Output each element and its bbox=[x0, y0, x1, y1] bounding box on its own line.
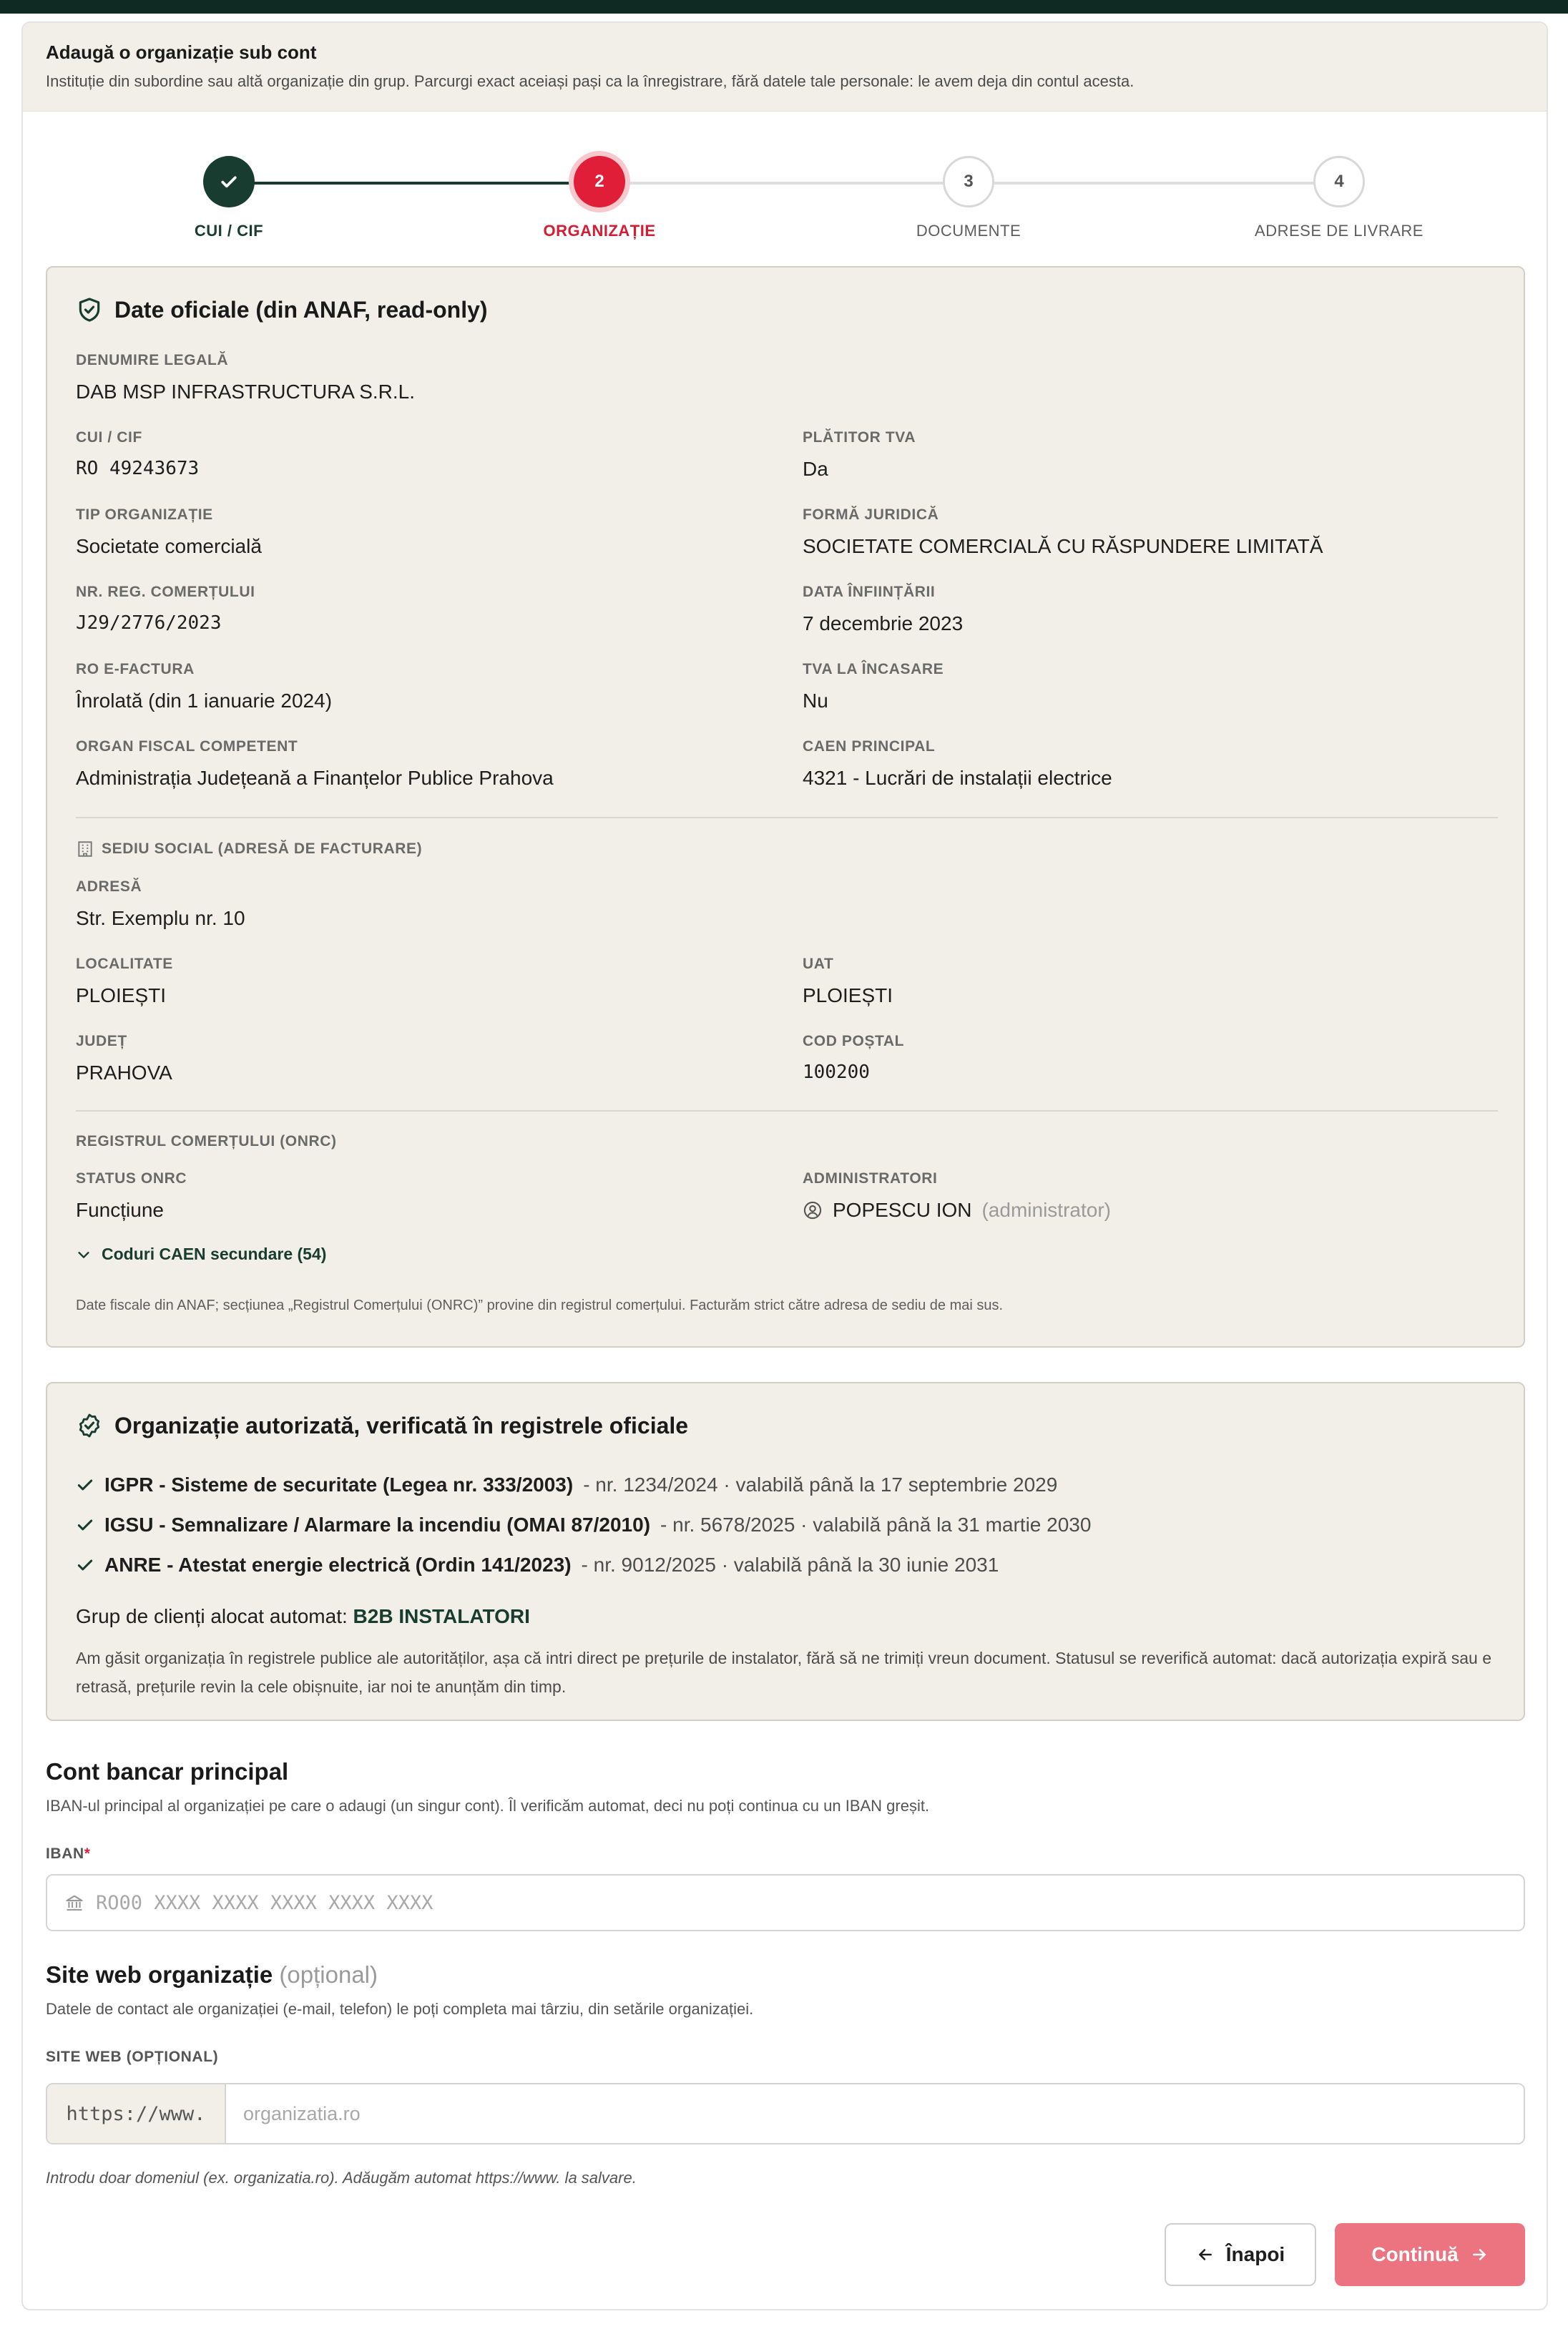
vat-payer-field bbox=[803, 429, 916, 481]
arrow-right-icon bbox=[1470, 2245, 1489, 2264]
admin-role: (administrator) bbox=[981, 1199, 1111, 1221]
continue-button[interactable] bbox=[1335, 2223, 1525, 2286]
check-icon bbox=[76, 1476, 94, 1494]
admins-label: ADMINISTRATORI bbox=[803, 1170, 938, 1187]
stepper bbox=[23, 130, 1548, 245]
caen-secondary-label: Coduri CAEN secundare (54) bbox=[102, 1245, 327, 1263]
website-prefix: https://www. bbox=[47, 2084, 226, 2143]
step-number: 4 bbox=[1313, 156, 1365, 207]
onrc-section-title: REGISTRUL COMERȚULUI (ONRC) bbox=[76, 1133, 337, 1149]
step-organizatie[interactable] bbox=[456, 156, 743, 240]
authorization-name: ANRE - Atestat energie electrică (Ordin 141/2023) bbox=[104, 1554, 572, 1576]
authorized-title bbox=[76, 1412, 688, 1439]
authorization-item bbox=[76, 1474, 1057, 1496]
legal-name-field bbox=[76, 352, 415, 403]
authorization-name: IGPR - Sisteme de securitate (Legea nr. 333/2003) bbox=[104, 1474, 574, 1496]
city-label: LOCALITATE bbox=[76, 956, 173, 972]
fiscal-organ-label: ORGAN FISCAL COMPETENT bbox=[76, 738, 298, 755]
vat-cash-value: Nu bbox=[803, 690, 828, 712]
step-cui[interactable] bbox=[86, 156, 372, 240]
city-value: PLOIEȘTI bbox=[76, 984, 167, 1006]
admin-entry bbox=[803, 1199, 1111, 1222]
authorized-title-text: Organizație autorizată, verificată în registrele oficiale bbox=[114, 1412, 689, 1438]
step-adrese-livrare[interactable] bbox=[1196, 156, 1482, 240]
county-value: PRAHOVA bbox=[76, 1061, 172, 1084]
org-type-field bbox=[76, 506, 262, 558]
iban-label bbox=[46, 1845, 91, 1863]
step-documente[interactable] bbox=[825, 156, 1112, 240]
legal-form-field bbox=[803, 506, 1323, 558]
step-number: 2 bbox=[574, 156, 625, 207]
check-icon bbox=[76, 1556, 94, 1574]
founded-value: 7 decembrie 2023 bbox=[803, 612, 964, 634]
hq-section-title-text: SEDIU SOCIAL (ADRESĂ DE FACTURARE) bbox=[102, 840, 423, 857]
caen-label: CAEN PRINCIPAL bbox=[803, 738, 936, 755]
step-label: ADRESE DE LIVRARE bbox=[1255, 222, 1424, 240]
address-field bbox=[76, 878, 245, 930]
legal-form-label: FORMĂ JURIDICĂ bbox=[803, 506, 939, 523]
user-circle-icon bbox=[803, 1200, 823, 1220]
website-section-description: Datele de contact ale organizației (e-mail, telefon) le poți completa mai târziu, din setările organizației. bbox=[46, 2000, 754, 2018]
client-group-label: Grup de clienți alocat automat: bbox=[76, 1605, 348, 1627]
authorized-note: Am găsit organizația în registrele publice ale autorităților, așa că intri direct pe prețurile de instalator, fără să ne trimiți vreun document. Statusul se reverifică automat: dacă autorizația expiră sau e retrasă, prețurile revin la cele obișnuite, iar noi te anunțăm din timp. bbox=[76, 1649, 1492, 1696]
postal-field bbox=[803, 1033, 904, 1083]
fiscal-organ-value: Administrația Județeană a Finanțelor Publice Prahova bbox=[76, 767, 554, 789]
divider bbox=[76, 817, 1498, 818]
authorized-card bbox=[46, 1382, 1525, 1721]
iban-label-text: IBAN bbox=[46, 1845, 84, 1862]
chevron-down-icon bbox=[76, 1247, 92, 1262]
county-label: JUDEȚ bbox=[76, 1033, 127, 1049]
bank-icon bbox=[64, 1893, 84, 1913]
check-icon bbox=[218, 171, 240, 192]
authorization-detail: - nr. 9012/2025 · valabilă până la 30 iunie 2031 bbox=[581, 1554, 999, 1576]
admins-field bbox=[803, 1170, 1111, 1222]
iban-field[interactable] bbox=[46, 1874, 1525, 1931]
authorization-item bbox=[76, 1514, 1091, 1536]
arrow-left-icon bbox=[1196, 2245, 1215, 2264]
legal-name-label: DENUMIRE LEGALĂ bbox=[76, 352, 229, 368]
cui-label: CUI / CIF bbox=[76, 429, 142, 446]
postal-value: 100200 bbox=[803, 1061, 870, 1083]
client-group bbox=[76, 1605, 530, 1628]
legal-form-value: SOCIETATE COMERCIALĂ CU RĂSPUNDERE LIMITATĂ bbox=[803, 535, 1323, 557]
client-group-value: B2B INSTALATORI bbox=[353, 1605, 530, 1627]
cui-value: RO 49243673 bbox=[76, 458, 200, 479]
check-icon bbox=[76, 1516, 94, 1534]
uat-value: PLOIEȘTI bbox=[803, 984, 893, 1006]
step-done-circle bbox=[203, 156, 255, 207]
website-field[interactable] bbox=[46, 2083, 1525, 2144]
caen-field bbox=[803, 738, 1112, 790]
authorization-item bbox=[76, 1554, 999, 1577]
bank-section-description: IBAN-ul principal al organizației pe care o adaugi (un singur cont). Îl verificăm automat, deci nu poți continua cu un IBAN greșit. bbox=[46, 1797, 930, 1815]
hq-section-title bbox=[76, 840, 422, 858]
authorization-detail: - nr. 5678/2025 · valabilă până la 31 martie 2030 bbox=[660, 1514, 1092, 1536]
add-organization-panel bbox=[21, 21, 1548, 2310]
shield-check-icon bbox=[76, 296, 103, 323]
step-label: CUI / CIF bbox=[194, 222, 264, 240]
vat-payer-value: Da bbox=[803, 458, 828, 480]
reg-no-field bbox=[76, 584, 255, 634]
website-input[interactable] bbox=[226, 2084, 1524, 2143]
founded-label: DATA ÎNFIINȚĂRII bbox=[803, 584, 936, 600]
authorization-name: IGSU - Semnalizare / Alarmare la incendiu (OMAI 87/2010) bbox=[104, 1514, 651, 1536]
bank-section-title: Cont bancar principal bbox=[46, 1758, 289, 1785]
website-label: SITE WEB (OPȚIONAL) bbox=[46, 2049, 219, 2065]
required-mark: * bbox=[84, 1845, 91, 1862]
top-bar bbox=[0, 0, 1568, 14]
official-data-title bbox=[76, 296, 488, 323]
cui-field bbox=[76, 429, 199, 479]
legal-name-value: DAB MSP INFRASTRUCTURA S.R.L. bbox=[76, 381, 416, 403]
admin-name: POPESCU ION bbox=[833, 1199, 972, 1221]
efactura-value: Înrolată (din 1 ianuarie 2024) bbox=[76, 690, 333, 712]
panel-header bbox=[23, 23, 1547, 112]
iban-input[interactable] bbox=[96, 1892, 1455, 1914]
address-value: Str. Exemplu nr. 10 bbox=[76, 907, 245, 929]
org-type-value: Societate comercială bbox=[76, 535, 262, 557]
caen-value: 4321 - Lucrări de instalații electrice bbox=[803, 767, 1112, 789]
panel-subtitle: Instituție din subordine sau altă organizație din grup. Parcurgi exact aceiași pași ca la înregistrare, fără datele tale personale: le avem deja din contul acesta. bbox=[46, 72, 1135, 90]
step-label: DOCUMENTE bbox=[916, 222, 1021, 240]
continue-button-label: Continuă bbox=[1371, 2243, 1459, 2265]
optional-tag: (opțional) bbox=[279, 1961, 378, 1988]
postal-label: COD POȘTAL bbox=[803, 1033, 905, 1049]
building-icon bbox=[76, 840, 94, 858]
org-type-label: TIP ORGANIZAȚIE bbox=[76, 506, 213, 523]
uat-field bbox=[803, 956, 893, 1007]
step-label: ORGANIZAȚIE bbox=[543, 222, 656, 240]
county-field bbox=[76, 1033, 172, 1084]
official-data-card bbox=[46, 266, 1525, 1348]
website-section-title-text: Site web organizație bbox=[46, 1961, 273, 1988]
divider bbox=[76, 1110, 1498, 1112]
founded-field bbox=[803, 584, 963, 635]
address-label: ADRESĂ bbox=[76, 878, 142, 895]
vat-cash-field bbox=[803, 661, 944, 712]
official-footnote: Date fiscale din ANAF; secțiunea „Registrul Comerțului (ONRC)” provine din registrul comerțului. Facturăm strict către adresa de sediu de mai sus. bbox=[76, 1298, 1004, 1313]
uat-label: UAT bbox=[803, 956, 834, 972]
efactura-field bbox=[76, 661, 332, 712]
city-field bbox=[76, 956, 173, 1007]
fiscal-organ-field bbox=[76, 738, 554, 790]
authorization-detail: - nr. 1234/2024 · valabilă până la 17 septembrie 2029 bbox=[583, 1474, 1058, 1496]
check-circle-icon bbox=[76, 1412, 103, 1439]
back-button-label: Înapoi bbox=[1225, 2243, 1285, 2265]
efactura-label: RO E-FACTURA bbox=[76, 661, 195, 677]
reg-no-value: J29/2776/2023 bbox=[76, 612, 222, 634]
official-data-title-text: Date oficiale (din ANAF, read-only) bbox=[114, 296, 488, 323]
panel-title: Adaugă o organizație sub cont bbox=[46, 41, 317, 63]
caen-secondary-toggle[interactable] bbox=[76, 1245, 326, 1264]
onrc-status-label: STATUS ONRC bbox=[76, 1170, 187, 1187]
back-button[interactable] bbox=[1165, 2223, 1316, 2286]
onrc-status-value: Funcțiune bbox=[76, 1199, 164, 1221]
reg-no-label: NR. REG. COMERȚULUI bbox=[76, 584, 255, 600]
website-section-title bbox=[46, 1961, 378, 1989]
vat-cash-label: TVA LA ÎNCASARE bbox=[803, 661, 944, 677]
website-hint: Introdu doar domeniul (ex. organizatia.ro). Adăugăm automat https://www. la salvare. bbox=[46, 2169, 637, 2187]
vat-payer-label: PLĂTITOR TVA bbox=[803, 429, 916, 446]
step-number: 3 bbox=[943, 156, 994, 207]
onrc-status-field bbox=[76, 1170, 187, 1222]
